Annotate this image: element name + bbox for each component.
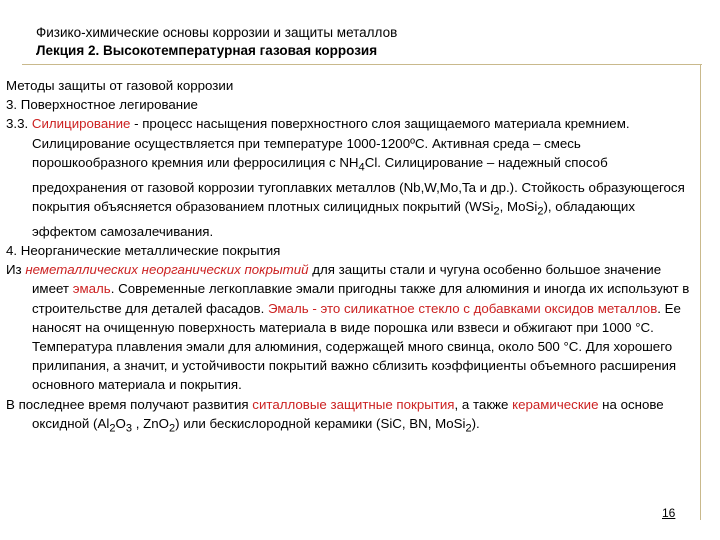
term-enamel: эмаль (72, 281, 111, 297)
subsection-heading: 3. Поверхностное легирование (6, 97, 198, 113)
term-ceramic: керамические (512, 396, 599, 412)
enamel-paragraph: Из неметаллических неорганических покрытий для защиты стали и чугуна особенно большое значение имеет эмаль. Современные легкоплавкие эмали пригодны также для алюминия и иногда их используют в строительстве для деталей фасадов. Эмаль - это силикатное стекло с добавками оксидов металлов. Ее наносят на очищенную поверхность материала в виде порошка или взвеси и обжигают при 1000 °С. Температура плавления эмали для алюминия, содержащей много свинца, около 500 °С. Для хорошего прилипания, а значит, и устойчивости покрытий важно сблизить коэффициенты объемного расширения основного материала и покрытия. (6, 262, 690, 393)
term-siliconizing: Силицирование (31, 116, 131, 132)
inorganic-coatings-heading: 4. Неорганические металлические покрытия (6, 242, 281, 258)
item-number: 3.3. (6, 116, 32, 132)
siliconizing-paragraph: 3.3. Силицирование - процесс насыщения поверхностного слоя защищаемого материала кремнием. Силицирование осуществляется при температуре 1000-1200ºС. Активная среда – смесь порошкообразного кремния или ферросилиция с $NH_4Cl$. Силицирование – надежный способ предохранения от газовой коррозии тугоплавких металлов (Nb,W,Mo,Ta и др.). Стойкость образующегося покрытия объясняется образованием плотных силицидных покрытий (WSi$_2$, MoSi$_2$), обладающих эффектом самозалечивания. (6, 116, 685, 239)
term-nonmetallic-coatings: неметаллических неорганических покрытий (25, 262, 309, 278)
header-divider (22, 64, 702, 65)
right-border-line (700, 64, 701, 520)
ceramic-coatings-paragraph: В последнее время получают развития ситалловые защитные покрытия, а также керамические на основе оксидной ($Al_2O_3$ , ZnO$_2$) или бескислородной керамики (SiC, BN, MoSi$_2$). (6, 396, 664, 435)
slide-body (6, 76, 692, 439)
term-sitall-coatings: ситалловые защитные покрытия (252, 396, 455, 412)
section-heading: Методы защиты от газовой коррозии (6, 78, 234, 93)
course-title: Физико-химические основы коррозии и защиты металлов (36, 25, 398, 40)
term-enamel-definition: Эмаль - это силикатное стекло с добавками оксидов металлов (268, 300, 658, 316)
lecture-title: Лекция 2. Высокотемпературная газовая коррозия (36, 43, 378, 58)
slide-header (36, 24, 397, 60)
page-number: 16 (662, 506, 676, 520)
